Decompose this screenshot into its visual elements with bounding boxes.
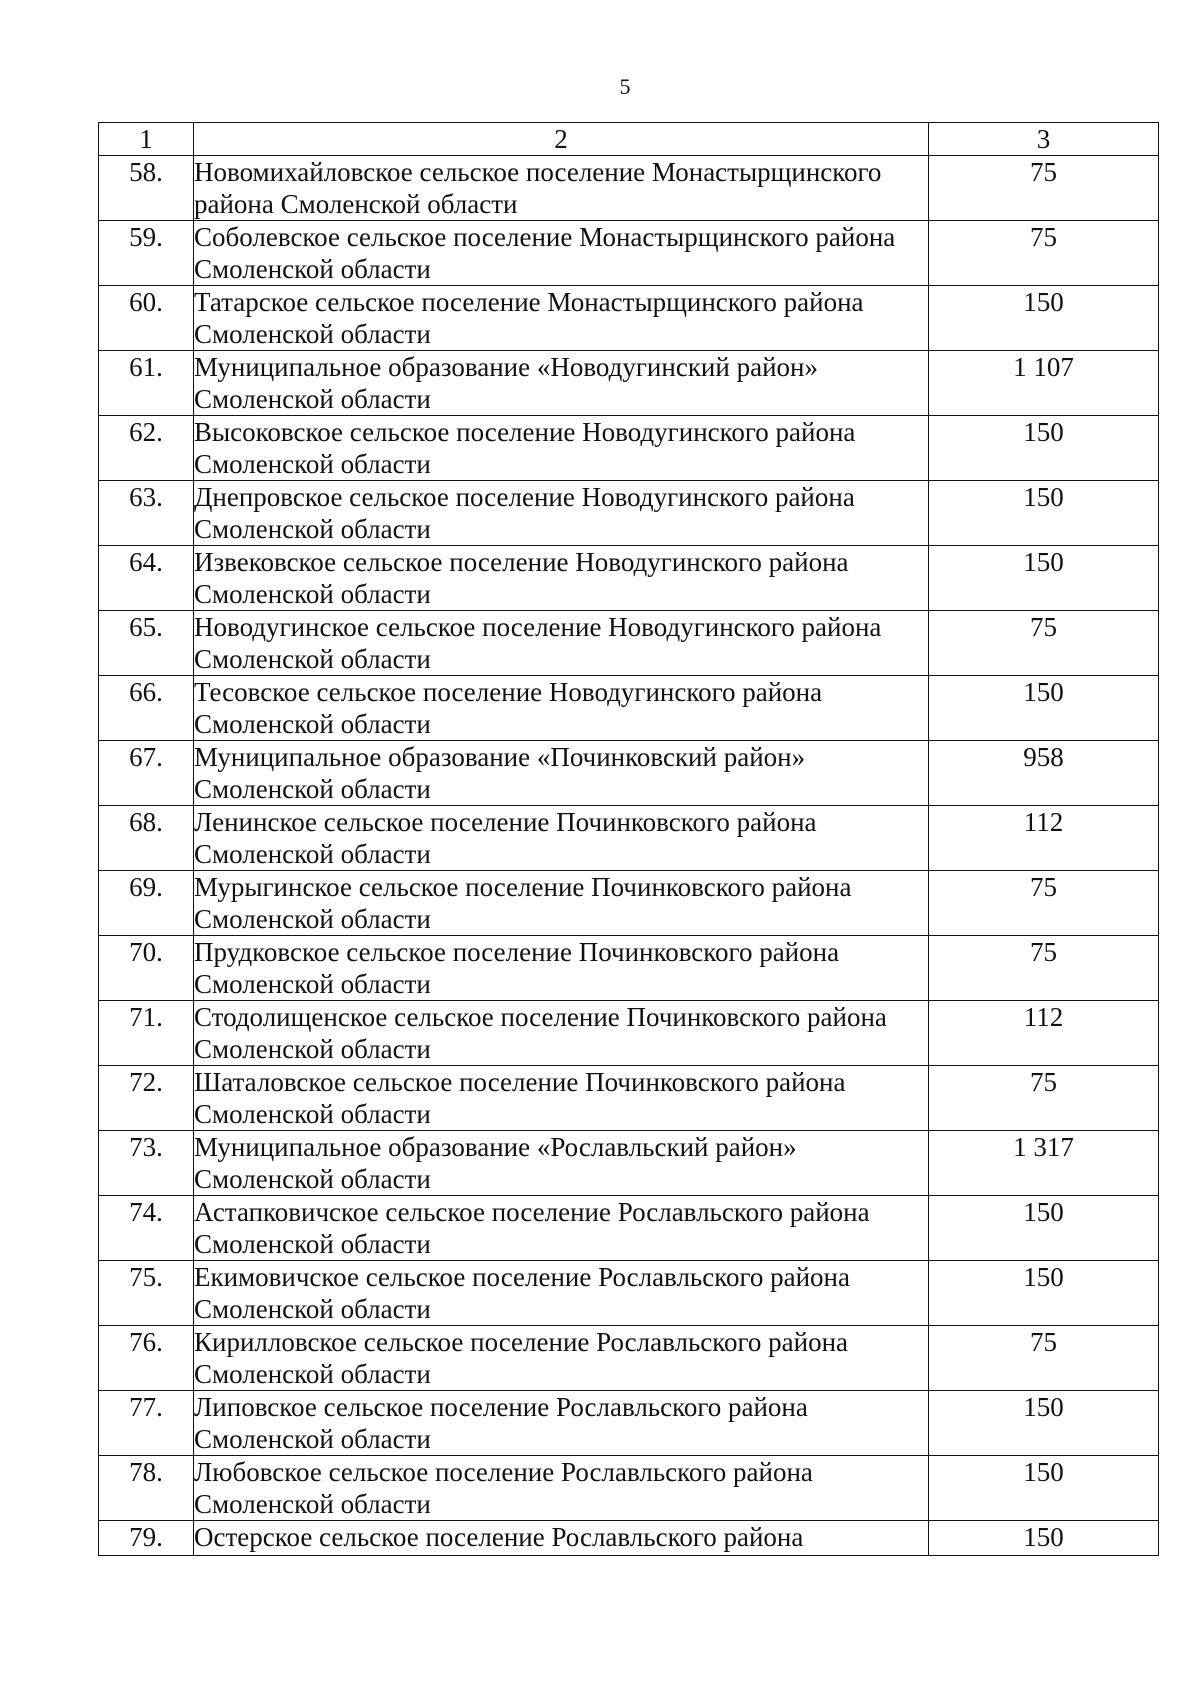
row-number-cell: 79. (99, 1521, 194, 1556)
row-value-cell: 75 (929, 936, 1159, 1001)
table-row (99, 1261, 1159, 1326)
row-number-cell: 76. (99, 1326, 194, 1391)
header-row (99, 123, 1159, 156)
row-name-cell: Липовское сельское поселение Рославльского района Смоленской области (194, 1391, 929, 1456)
table-row (99, 741, 1159, 806)
row-number-cell: 64. (99, 546, 194, 611)
row-number-cell: 72. (99, 1066, 194, 1131)
row-number-cell: 78. (99, 1456, 194, 1521)
row-value-cell: 75 (929, 871, 1159, 936)
table-row (99, 546, 1159, 611)
table-row (99, 806, 1159, 871)
row-value-cell: 75 (929, 611, 1159, 676)
row-name-cell: Шаталовское сельское поселение Починковского района Смоленской области (194, 1066, 929, 1131)
row-value-cell: 150 (929, 1521, 1159, 1556)
row-name-cell: Тесовское сельское поселение Новодугинского района Смоленской области (194, 676, 929, 741)
row-value-cell: 112 (929, 806, 1159, 871)
row-name-cell: Ленинское сельское поселение Починковского района Смоленской области (194, 806, 929, 871)
row-name-cell: Новомихайловское сельское поселение Монастырщинского района Смоленской области (194, 156, 929, 221)
row-value-cell: 150 (929, 1456, 1159, 1521)
row-name-cell: Екимовичское сельское поселение Рославльского района Смоленской области (194, 1261, 929, 1326)
row-value-cell: 150 (929, 546, 1159, 611)
row-name-cell: Днепровское сельское поселение Новодугинского района Смоленской области (194, 481, 929, 546)
table-row (99, 286, 1159, 351)
row-number-cell: 58. (99, 156, 194, 221)
table-row (99, 156, 1159, 221)
table-row (99, 871, 1159, 936)
row-number-cell: 73. (99, 1131, 194, 1196)
row-number-cell: 74. (99, 1196, 194, 1261)
table-row (99, 1456, 1159, 1521)
table-row (99, 1521, 1159, 1556)
row-name-cell: Остерское сельское поселение Рославльского района (194, 1521, 929, 1556)
row-name-cell: Мурыгинское сельское поселение Починковского района Смоленской области (194, 871, 929, 936)
row-number-cell: 59. (99, 221, 194, 286)
row-number-cell: 60. (99, 286, 194, 351)
row-number-cell: 77. (99, 1391, 194, 1456)
row-value-cell: 150 (929, 416, 1159, 481)
row-name-cell: Астапковичское сельское поселение Рославльского района Смоленской области (194, 1196, 929, 1261)
row-name-cell: Высоковское сельское поселение Новодугинского района Смоленской области (194, 416, 929, 481)
row-number-cell: 71. (99, 1001, 194, 1066)
row-value-cell: 150 (929, 1391, 1159, 1456)
row-name-cell: Муниципальное образование «Новодугинский район» Смоленской области (194, 351, 929, 416)
row-name-cell: Прудковское сельское поселение Починковского района Смоленской области (194, 936, 929, 1001)
table-row (99, 351, 1159, 416)
header-cell-value: 3 (929, 123, 1159, 156)
row-value-cell: 150 (929, 286, 1159, 351)
row-value-cell: 150 (929, 1196, 1159, 1261)
table-row (99, 1001, 1159, 1066)
header-cell-number: 1 (99, 123, 194, 156)
row-number-cell: 66. (99, 676, 194, 741)
table-body (99, 123, 1159, 1556)
table-row (99, 481, 1159, 546)
page-number: 5 (619, 74, 631, 99)
table-row (99, 221, 1159, 286)
allocation-table (98, 122, 1159, 1556)
row-number-cell: 75. (99, 1261, 194, 1326)
row-value-cell: 112 (929, 1001, 1159, 1066)
table-row (99, 1196, 1159, 1261)
row-value-cell: 1 317 (929, 1131, 1159, 1196)
row-value-cell: 150 (929, 481, 1159, 546)
row-name-cell: Татарское сельское поселение Монастырщинского района Смоленской области (194, 286, 929, 351)
table-row (99, 611, 1159, 676)
row-name-cell: Кирилловское сельское поселение Рославльского района Смоленской области (194, 1326, 929, 1391)
row-value-cell: 1 107 (929, 351, 1159, 416)
table-row (99, 1326, 1159, 1391)
row-name-cell: Стодолищенское сельское поселение Починковского района Смоленской области (194, 1001, 929, 1066)
row-name-cell: Муниципальное образование «Рославльский район» Смоленской области (194, 1131, 929, 1196)
row-number-cell: 65. (99, 611, 194, 676)
row-number-cell: 61. (99, 351, 194, 416)
row-name-cell: Муниципальное образование «Починковский район» Смоленской области (194, 741, 929, 806)
row-number-cell: 63. (99, 481, 194, 546)
row-value-cell: 150 (929, 1261, 1159, 1326)
row-value-cell: 150 (929, 676, 1159, 741)
row-number-cell: 68. (99, 806, 194, 871)
table-row (99, 676, 1159, 741)
row-number-cell: 62. (99, 416, 194, 481)
header-cell-name: 2 (194, 123, 929, 156)
row-name-cell: Новодугинское сельское поселение Новодугинского района Смоленской области (194, 611, 929, 676)
row-value-cell: 75 (929, 1326, 1159, 1391)
row-value-cell: 958 (929, 741, 1159, 806)
row-number-cell: 70. (99, 936, 194, 1001)
row-value-cell: 75 (929, 156, 1159, 221)
row-name-cell: Любовское сельское поселение Рославльского района Смоленской области (194, 1456, 929, 1521)
table-row (99, 416, 1159, 481)
table-row (99, 936, 1159, 1001)
row-name-cell: Извековское сельское поселение Новодугинского района Смоленской области (194, 546, 929, 611)
table-row (99, 1066, 1159, 1131)
row-value-cell: 75 (929, 1066, 1159, 1131)
table-row (99, 1391, 1159, 1456)
row-name-cell: Соболевское сельское поселение Монастырщинского района Смоленской области (194, 221, 929, 286)
row-number-cell: 69. (99, 871, 194, 936)
row-number-cell: 67. (99, 741, 194, 806)
row-value-cell: 75 (929, 221, 1159, 286)
table-row (99, 1131, 1159, 1196)
